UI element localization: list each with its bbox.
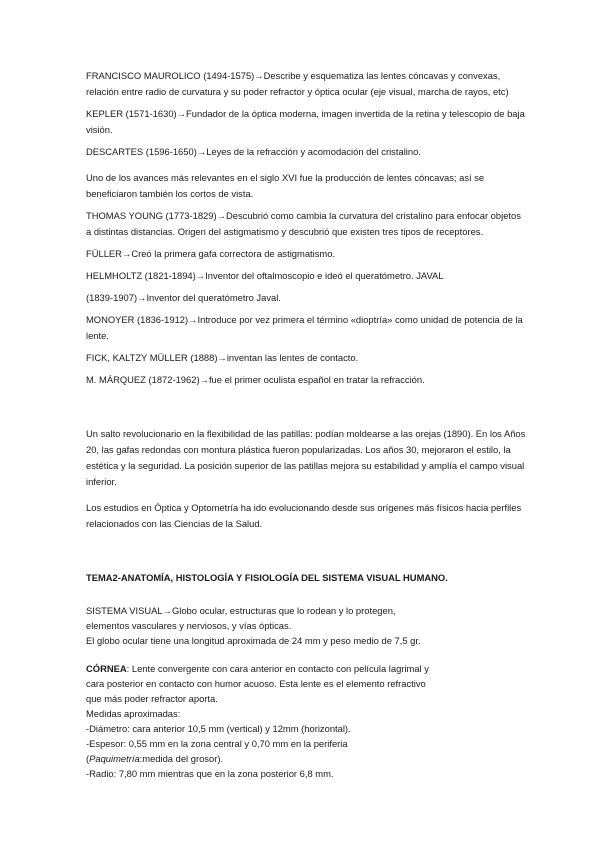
cornea-term: CÓRNEA bbox=[86, 663, 127, 674]
cornea-block bbox=[86, 661, 526, 781]
cornea-line-2: cara posterior en contacto con humor acuoso. Esta lente es el elemento refractivo bbox=[86, 678, 426, 689]
sistema-visual-line-1: SISTEMA VISUAL→Globo ocular, estructuras que lo rodean y lo protegen, bbox=[86, 605, 396, 616]
sistema-visual-line-3: El globo ocular tiene una longitud aproximada de 24 mm y peso medio de 7,5 gr. bbox=[86, 635, 421, 646]
history-monoyer: MONOYER (1836-1912)→Introduce por vez primera el término «dioptría» como unidad de potencia de la lente. bbox=[86, 314, 523, 341]
history-javal: (1839-1907)→Inventor del queratómetro Javal. bbox=[86, 292, 281, 303]
cornea-diameter: -Diámetro: cara anterior 10,5 mm (vertical) y 12mm (horizontal). bbox=[86, 723, 351, 734]
pachymetry-term: Paquimetría bbox=[89, 753, 140, 764]
cornea-radius: -Radio: 7,80 mm mientras que en la zona posterior 6,8 mm. bbox=[86, 768, 334, 779]
cornea-line-3: que más poder refractor aporta. bbox=[86, 693, 218, 704]
section-title: TEMA2-ANATOMÍA, HISTOLOGÍA Y FISIOLOGÍA DEL SISTEMA VISUAL HUMANO. bbox=[86, 572, 448, 583]
sistema-visual-line-2: elementos vasculares y nerviosos, y vías ópticas. bbox=[86, 620, 292, 631]
history-fick: FICK, KALTZY MÜLLER (1888)→inventan las lentes de contacto. bbox=[86, 352, 359, 363]
cornea-thickness: -Espesor: 0,55 mm en la zona central y 0,70 mm en la periferia bbox=[86, 738, 348, 749]
history-maurolico: FRANCISCO MAUROLICO (1494-1575)→Describe y esquematiza las lentes cóncavas y convexas, relación entre radio de curvatura y su poder refractor y óptica ocular (eje visual, marcha de rayos, etc) bbox=[86, 70, 509, 97]
cornea-measures-heading: Medidas aproximadas: bbox=[86, 708, 181, 719]
history-fuller: FÜLLER→Creó la primera gafa correctora de astigmatismo. bbox=[86, 248, 336, 259]
pachymetry-open: ( bbox=[86, 753, 90, 764]
paragraph-studies: Los estudios en Óptica y Optometría ha ido evolucionando desde sus orígenes más físicos hacia perfiles relacionados con las Ciencias de la Salud. bbox=[86, 502, 522, 529]
history-kepler: KEPLER (1571-1630)→Fundador de la óptica moderna, imagen invertida de la retina y telescopio de baja visión. bbox=[86, 108, 525, 135]
history-descartes: DESCARTES (1596-1650)→Leyes de la refracción y acomodación del cristalino. bbox=[86, 146, 421, 157]
history-concave-lenses: Uno de los avances más relevantes en el siglo XVI fue la producción de lentes cóncavas; así se beneficiaron también los cortos de vista. bbox=[86, 172, 485, 199]
document-content bbox=[86, 68, 526, 781]
cornea-line-1 bbox=[86, 661, 526, 676]
pachymetry-definition: :medida del grosor). bbox=[139, 753, 224, 764]
paragraph-frames: Un salto revolucionario en la flexibilidad de las patillas: podían moldearse a las orejas (1890). En los Años 20, las gafas redondas con montura plástica fueron popularizadas. Los años 30, mejoraron el estilo, la estética y la seguridad. La posición superior de las patillas mejora su estabilidad y amplía el campo visual inferior. bbox=[86, 428, 526, 487]
history-marquez: M. MÁRQUEZ (1872-1962)→fue el primer oculista español en tratar la refracción. bbox=[86, 374, 425, 385]
history-young: THOMAS YOUNG (1773-1829)→Descubrió como cambia la curvatura del cristalino para enfocar objetos a distintas distancias. Origen del astigmatismo y descubrió que existen tres tipos de receptores. bbox=[86, 210, 521, 237]
sistema-visual-block bbox=[86, 603, 526, 648]
cornea-definition: : Lente convergente con cara anterior en contacto con película lagrimal y bbox=[126, 663, 429, 674]
cornea-pachymetry bbox=[86, 751, 526, 766]
history-helmholtz: HELMHOLTZ (1821-1894)→Inventor del oftalmoscopio e ideó el queratómetro. JAVAL bbox=[86, 270, 444, 281]
